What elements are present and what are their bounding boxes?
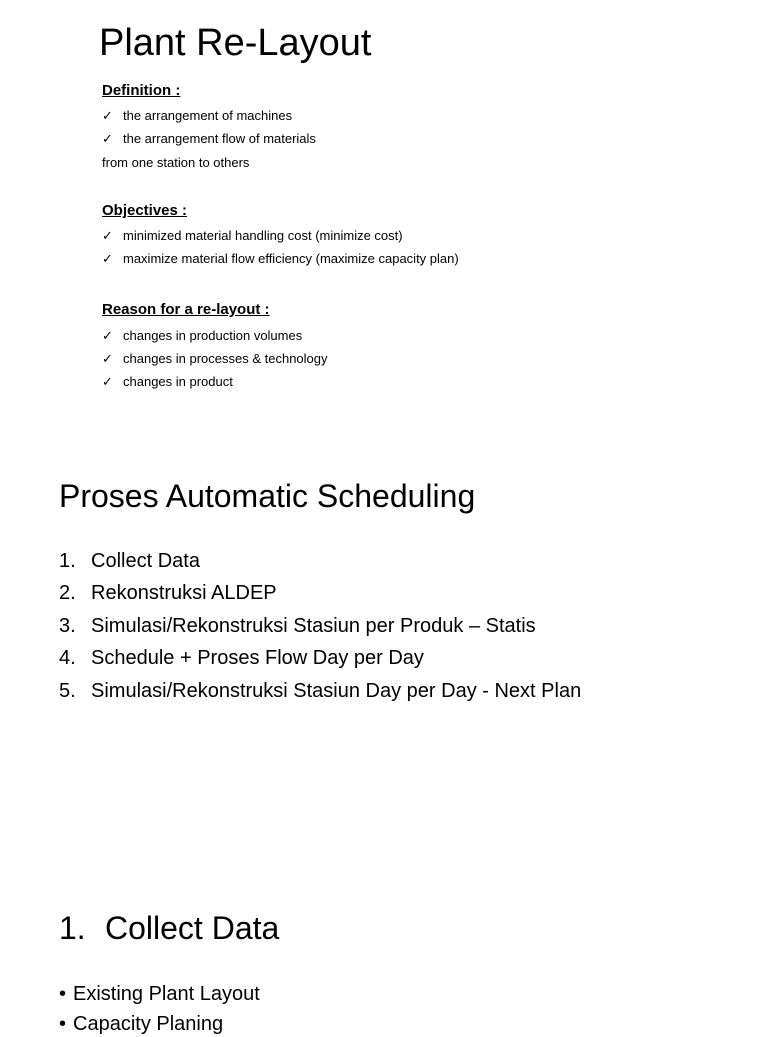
definition-item [102,130,316,148]
slide3-title [59,908,279,948]
reason-item [102,373,233,391]
checkmark-icon: ✓ [102,108,113,123]
checkmark-icon: ✓ [102,228,113,243]
definition-heading: Definition : [102,82,181,99]
bullet-item [59,981,260,1007]
bullet-icon: • [59,983,67,1005]
step-item [59,548,200,574]
definition-item [102,107,292,125]
step-item [59,645,424,671]
step-number: 4. [59,647,76,669]
step-number: 3. [59,615,76,637]
bullet-item [59,1011,223,1037]
step-text: Rekonstruksi ALDEP [91,582,277,604]
objectives-item-text: maximize material flow efficiency (maximize capacity plan) [123,251,459,266]
step-item [59,678,581,704]
step-text: Simulasi/Rekonstruksi Stasiun per Produk – Statis [91,615,536,637]
checkmark-icon: ✓ [102,131,113,146]
slide1-title: Plant Re-Layout [99,22,372,64]
step-number: 2. [59,582,76,604]
objectives-item [102,227,403,245]
step-text: Collect Data [91,550,200,572]
checkmark-icon: ✓ [102,351,113,366]
bullet-text: Existing Plant Layout [73,983,260,1005]
definition-trailing-text: from one station to others [102,155,250,170]
reason-item [102,350,328,368]
step-text: Schedule + Proses Flow Day per Day [91,647,424,669]
definition-item-text: the arrangement of machines [123,108,293,123]
step-number: 5. [59,680,76,702]
slide3-title-number: 1. [59,910,86,946]
step-item [59,580,277,606]
step-item [59,613,536,639]
objectives-item-text: minimized material handling cost (minimize cost) [123,228,403,243]
checkmark-icon: ✓ [102,251,113,266]
objectives-item [102,250,459,268]
definition-item-text: the arrangement flow of materials [123,131,316,146]
checkmark-icon: ✓ [102,328,113,343]
reason-item-text: changes in production volumes [123,328,303,343]
reason-item-text: changes in processes & technology [123,351,328,366]
bullet-icon: • [59,1013,67,1035]
step-text: Simulasi/Rekonstruksi Stasiun Day per Day - Next Plan [91,680,582,702]
bullet-text: Capacity Planing [73,1013,224,1035]
slide2-title: Proses Automatic Scheduling [59,478,476,514]
slide3-title-text: Collect Data [105,910,280,946]
checkmark-icon: ✓ [102,374,113,389]
objectives-heading: Objectives : [102,202,188,219]
reason-heading: Reason for a re-layout : [102,301,270,318]
reason-item-text: changes in product [123,374,233,389]
step-number: 1. [59,550,76,572]
reason-item [102,327,302,345]
